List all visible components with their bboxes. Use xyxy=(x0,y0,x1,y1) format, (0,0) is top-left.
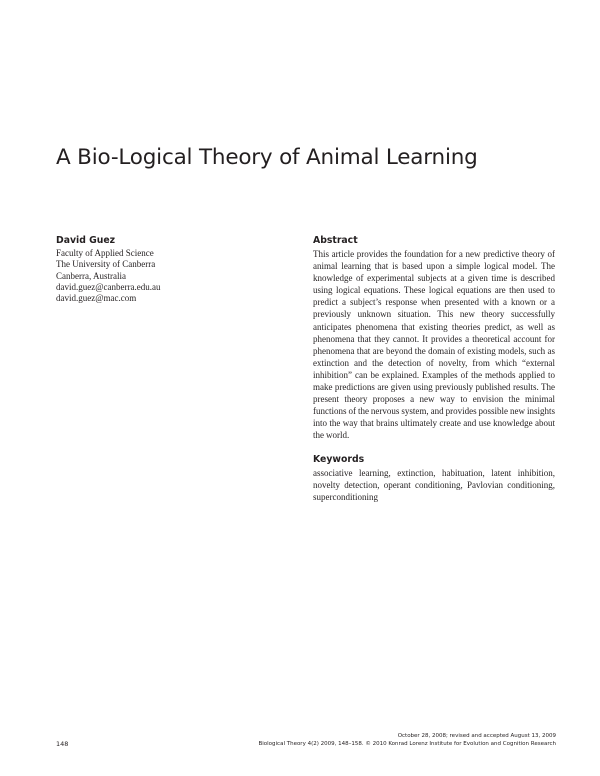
author-name: David Guez xyxy=(56,235,116,246)
author-block xyxy=(56,234,276,304)
abstract-column xyxy=(313,234,555,503)
paper-title: A Bio-Logical Theory of Animal Learning xyxy=(56,145,478,171)
affiliation-location: Canberra, Australia xyxy=(56,270,126,281)
keywords-text: associative learning, extinction, habituation, latent inhibition, novelty detection, operant conditioning, Pavlovian conditioning, superconditioning xyxy=(313,467,555,502)
page-number: 148 xyxy=(56,740,69,748)
author-email-primary[interactable]: david.guez@canberra.edu.au xyxy=(56,281,161,292)
affiliation-faculty: Faculty of Applied Science xyxy=(56,248,154,258)
keywords-heading: Keywords xyxy=(313,453,365,465)
abstract-text: This article provides the foundation for a new predictive theory of animal learning that is based upon a simple logical model. The knowledge of experimental subjects at a given time is described using logical equations. These logical equations are then used to predict a subject’s response when presented with a known or a previously unknown situation. This new theory successfully anticipates phenomena that existing theories predict, as well as phenomena that they cannot. It provides a theoretical account for phenomena that are beyond the domain of existing models, such as extinction and the detection of novelty, from which “external inhibition” can be explained. Examples of the methods applied to make predictions are given using previously published results. The present theory proposes a new way to envision the minimal functions of the nervous system, and provides possible new insights into the way that brains ultimately create and use knowledge about the world. xyxy=(313,249,555,441)
received-dates: October 28, 2008; revised and accepted August 13, 2009 xyxy=(397,733,556,739)
affiliation-university: The University of Canberra xyxy=(56,259,156,270)
abstract-heading: Abstract xyxy=(313,235,358,246)
journal-citation: Biological Theory 4(2) 2009, 148–158. © 2010 Konrad Lorenz Institute for Evolution and Cognition Research xyxy=(258,741,556,747)
author-email-secondary[interactable]: david.guez@mac.com xyxy=(56,293,137,304)
